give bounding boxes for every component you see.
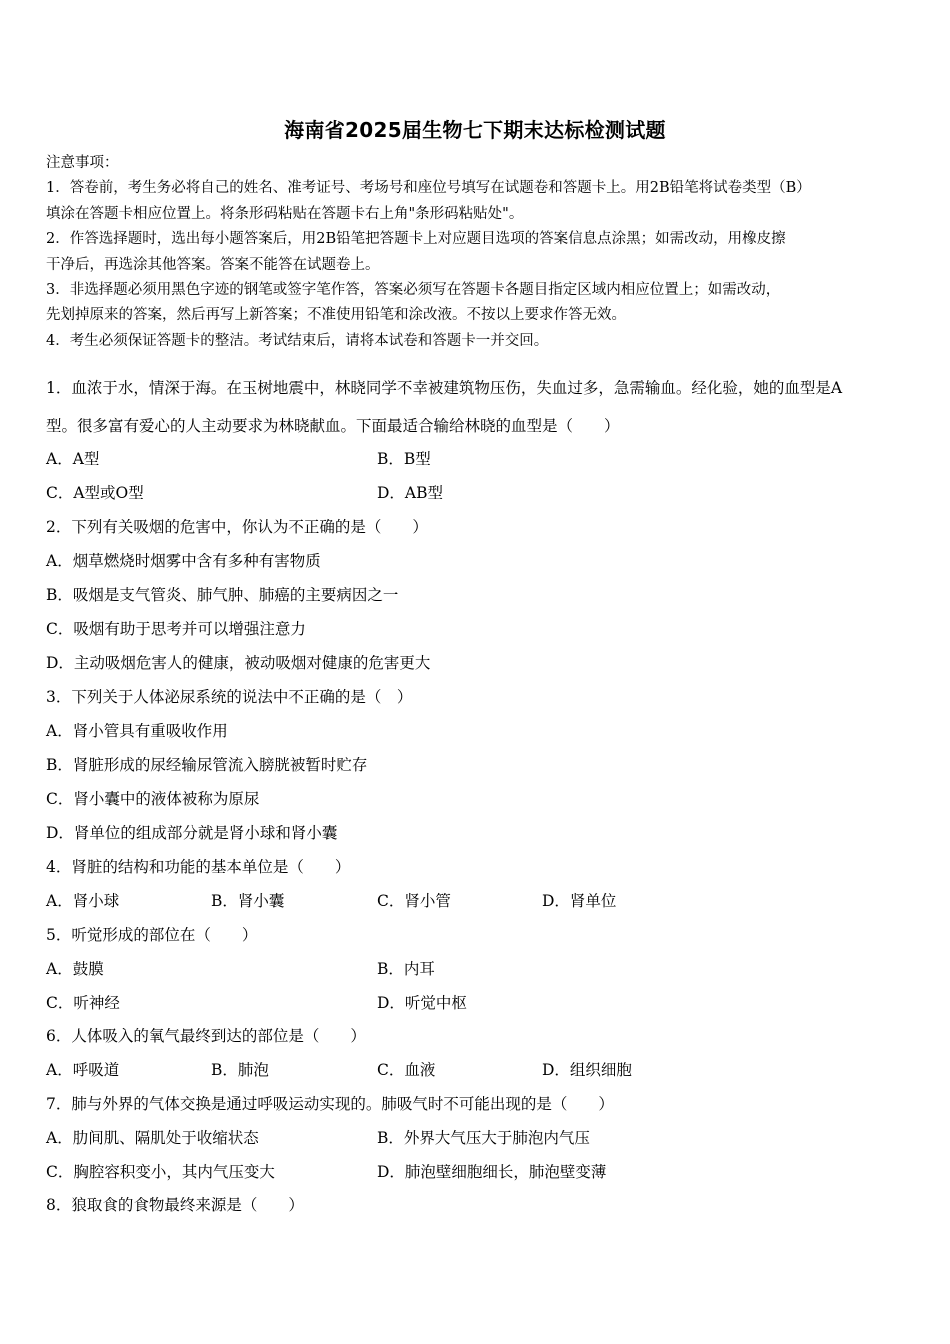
question-2-stem: 2．下列有关吸烟的危害中，你认为不正确的是（ ） [46,518,428,536]
question-3-option-d: D．肾单位的组成部分就是肾小球和肾小囊 [46,824,338,842]
question-2-option-a: A．烟草燃烧时烟雾中含有多种有害物质 [46,552,321,570]
question-6-stem: 6．人体吸入的氧气最终到达的部位是（ ） [46,1027,366,1045]
question-1-option-b: B．B型 [377,450,431,468]
question-7-option-a: A．肋间肌、隔肌处于收缩状态 [46,1129,259,1147]
question-7-option-c: C．胸腔容积变小，其内气压变大 [46,1163,275,1181]
notice-line: 填涂在答题卡相应位置上。将条形码粘贴在答题卡右上角"条形码粘贴处"。 [46,205,524,222]
notice-line: 2．作答选择题时，选出每小题答案后，用2B铅笔把答题卡上对应题目选项的答案信息点涂黑；如需改动，用橡皮擦 [46,231,786,248]
question-7-stem: 7．肺与外界的气体交换是通过呼吸运动实现的。肺吸气时不可能出现的是（ ） [46,1095,614,1113]
question-5-option-b: B．内耳 [377,960,435,978]
question-2-option-b: B．吸烟是支气管炎、肺气肿、肺癌的主要病因之一 [46,586,399,604]
question-3-option-b: B．肾脏形成的尿经输尿管流入膀胱被暂时贮存 [46,756,368,774]
question-5-stem: 5．听觉形成的部位在（ ） [46,926,258,944]
question-2-option-d: D．主动吸烟危害人的健康，被动吸烟对健康的危害更大 [46,654,431,672]
notice-line: 先划掉原来的答案，然后再写上新答案；不准使用铅笔和涂改液。不按以上要求作答无效。 [46,307,626,324]
page-title: 海南省2025届生物七下期末达标检测试题 [284,118,666,142]
question-6-option-a: A．呼吸道 [46,1061,120,1079]
question-2-option-c: C．吸烟有助于思考并可以增强注意力 [46,620,306,638]
question-4-option-a: A．肾小球 [46,892,120,910]
question-5-option-c: C．听神经 [46,994,120,1012]
question-4-stem: 4．肾脏的结构和功能的基本单位是（ ） [46,858,351,876]
question-5-option-a: A．鼓膜 [46,960,104,978]
question-7-option-b: B．外界大气压大于肺泡内气压 [377,1129,590,1147]
notice-line: 1．答卷前，考生务必将自己的姓名、准考证号、考场号和座位号填写在试题卷和答题卡上。用2B铅笔将试卷类型（B） [46,180,811,197]
question-1-option-d: D．AB型 [377,484,444,502]
question-3-option-a: A．肾小管具有重吸收作用 [46,722,228,740]
question-1-option-c: C．A型或O型 [46,484,144,502]
question-3-option-c: C．肾小囊中的液体被称为原尿 [46,790,260,808]
question-1-stem: 1．血浓于水，情深于海。在玉树地震中，林晓同学不幸被建筑物压伤，失血过多，急需输血。经化验，她的血型是A [46,379,843,397]
question-8-stem: 8．狼取食的食物最终来源是（ ） [46,1196,304,1214]
question-4-option-c: C．肾小管 [377,892,451,910]
question-6-option-d: D．组织细胞 [542,1061,632,1079]
question-4-option-d: D．肾单位 [542,892,617,910]
question-3-stem: 3．下列关于人体泌尿系统的说法中不正确的是（ ） [46,688,413,706]
question-4-option-b: B．肾小囊 [211,892,285,910]
question-7-option-d: D．肺泡壁细胞细长，肺泡壁变薄 [377,1163,607,1181]
notice-line: 干净后，再选涂其他答案。答案不能答在试题卷上。 [46,256,380,273]
question-1-option-a: A．A型 [46,450,100,468]
notice-heading: 注意事项： [46,155,119,171]
question-5-option-d: D．听觉中枢 [377,994,467,1012]
question-6-option-c: C．血液 [377,1061,436,1079]
notice-section [46,151,916,354]
question-1-stem-cont: 型。很多富有爱心的人主动要求为林晓献血。下面最适合输给林晓的血型是（ ） [46,417,620,435]
notice-line: 3．非选择题必须用黑色字迹的钢笔或签字笔作答，答案必须写在答题卡各题目指定区域内相应位置上；如需改动， [46,282,781,299]
question-6-option-b: B．肺泡 [211,1061,269,1079]
notice-line: 4．考生必须保证答题卡的整洁。考试结束后，请将本试卷和答题卡一并交回。 [46,332,549,349]
